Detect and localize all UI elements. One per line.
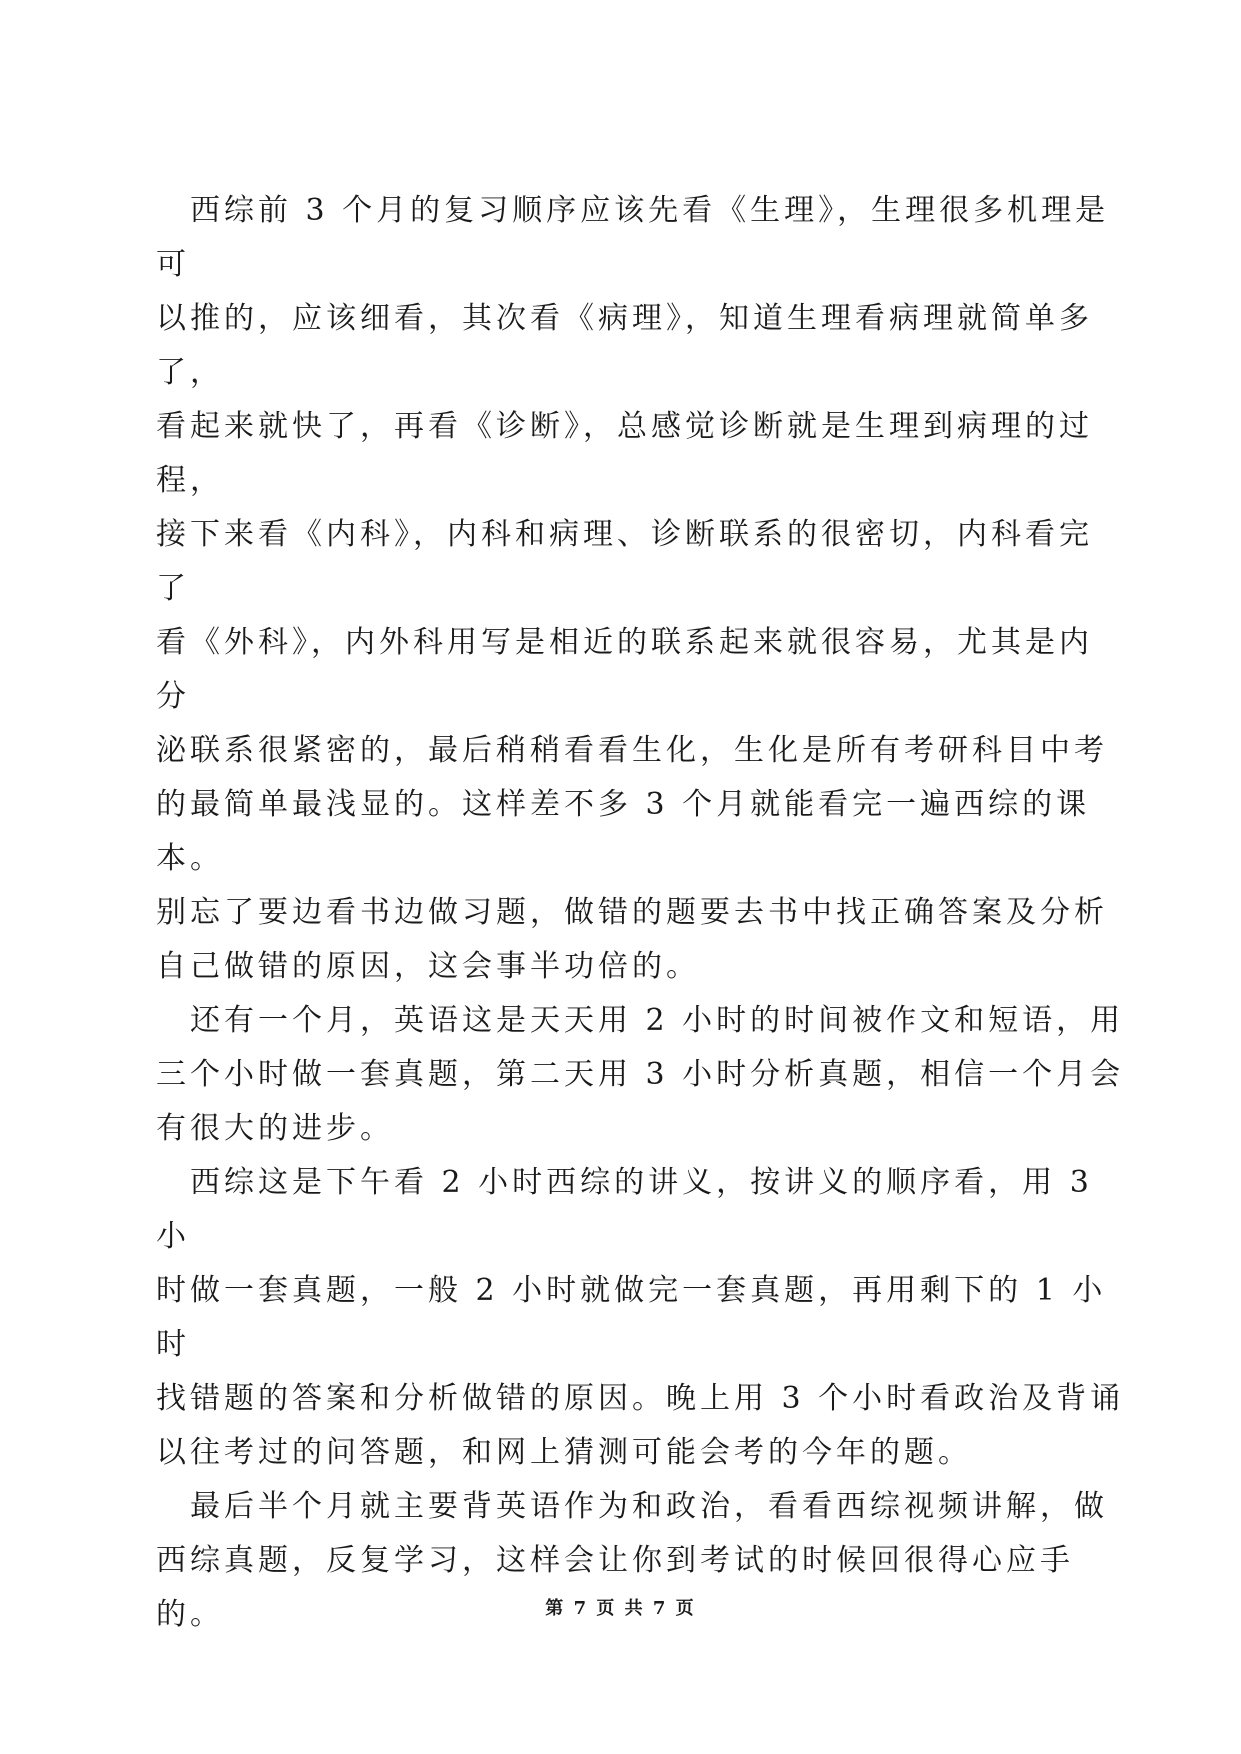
paragraph-review-order: 西综前 3 个月的复习顺序应该先看《生理》，生理很多机理是可 以推的，应该细看，其次看《病理》，知道生理看病理就简单多了， 看起来就快了，再看《诊断》，总感觉诊断就是生理到病理的过程， 接下来看《内科》，内科和病理、诊断联系的很密切，内科看完了 看《外科》，内外科用写是相近的联系起来就很容易，尤其是内分 泌联系很紧密的，最后稍稍看看生化，生化是所有考研科目中考 的最简单最浅显的。这样差不多 3 个月就能看完一遍西综的课本。 别忘了要边看书边做习题，做错的题要去书中找正确答案及分析 自己做错的原因，这会事半功倍的。 [156,193,1110,984]
paragraph-final-half-month: 最后半个月就主要背英语作为和政治，看看西综视频讲解，做 西综真题，反复学习，这样会让你到考试的时候回很得心应手的。 [156,1489,1108,1632]
paragraph-xizong-schedule: 西综这是下午看 2 小时西综的讲义，按讲义的顺序看，用 3 小 时做一套真题，一般 2 小时就做完一套真题，再用剩下的 1 小时 找错题的答案和分析做错的原因。晚上用 3 个小时看政治及背诵 以往考过的问答题，和网上猜测可能会考的今年的题。 [156,1165,1125,1470]
page-number-footer: 第 7 页 共 7 页 [545,1598,696,1619]
document-body [156,184,1126,1642]
paragraph-english-month: 还有一个月，英语这是天天用 2 小时的时间被作文和短语，用 三个小时做一套真题，第二天用 3 小时分析真题，相信一个月会 有很大的进步。 [156,1003,1125,1146]
